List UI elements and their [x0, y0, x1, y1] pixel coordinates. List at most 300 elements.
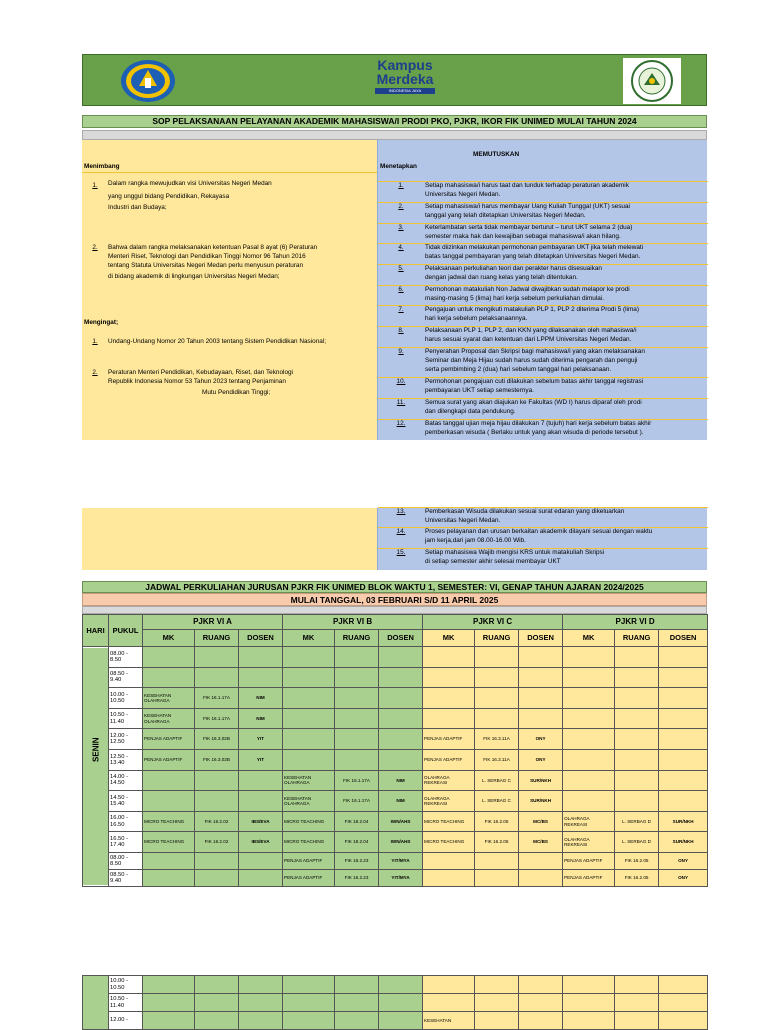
cell-text-line: REKREASI	[564, 821, 588, 827]
menimbang-num-2: 2.	[92, 244, 98, 251]
right-panel	[377, 140, 707, 440]
cell-text-line: OLAHRAGA	[284, 780, 310, 786]
time-slot	[109, 976, 143, 994]
sub-header-mk: MK	[283, 630, 335, 647]
menimbang-1-line-3: Industri dan Budaya;	[108, 204, 167, 211]
cell-mk	[423, 869, 475, 886]
cell-dosen	[519, 647, 563, 668]
menetapkan-10-line-1: Permohonan pengajuan cuti dilakukan sebelum batas akhir tanggal registrasi	[425, 378, 644, 385]
cell-mk: PENJAS ADAPTIF	[423, 749, 475, 770]
sub-header-mk: MK	[563, 630, 615, 647]
cell-ruang	[615, 667, 659, 688]
time-slot	[109, 647, 143, 668]
col-pukul-header: PUKUL	[109, 615, 143, 647]
time-slot	[109, 688, 143, 709]
cell-mk	[423, 994, 475, 1012]
day-label-blank	[83, 852, 109, 886]
cell-mk	[143, 791, 195, 812]
menetapkan-num-3: 3.	[398, 224, 404, 231]
cell-ruang: FIK 16.2.02	[195, 832, 239, 853]
cell-mk	[143, 647, 195, 668]
sub-header-ruang: RUANG	[335, 630, 379, 647]
cell-ruang: FIK 16.3.02B	[195, 749, 239, 770]
cell-mk: MICRO TEACHING	[283, 832, 335, 853]
mengingat-num-1: 1.	[92, 338, 98, 345]
cell-ruang	[335, 647, 379, 668]
time-end: 17.40	[110, 842, 125, 849]
left-panel-continued	[82, 508, 377, 570]
cell-dosen	[659, 791, 708, 812]
cell-ruang	[615, 770, 659, 791]
cell-ruang	[195, 976, 239, 994]
cell-ruang	[475, 869, 519, 886]
cell-dosen	[659, 994, 708, 1012]
menimbang-1-line-1: Dalam rangka mewujudkan visi Universitas Negeri Medan	[108, 180, 272, 187]
menetapkan-2-line-2: tanggal yang telah ditetapkan Universitas Negeri Medan.	[425, 212, 586, 219]
cell-dosen	[239, 791, 283, 812]
menetapkan-num-4: 4.	[398, 244, 404, 251]
menetapkan-num-15: 15.	[396, 549, 406, 556]
menetapkan-8-line-2: harus sesuai syarat dan ketentuan dari LPPM Universitas Negeri Medan.	[425, 336, 632, 343]
right-panel-continued	[377, 508, 707, 570]
cell-ruang: FIK 16.1.17A	[335, 791, 379, 812]
cell-mk	[143, 688, 195, 709]
cell-mk	[563, 667, 615, 688]
cell-ruang	[335, 688, 379, 709]
menetapkan-3-line-2: semester maka hak dan kewajiban sebagai mahasiswa/i akan hilang.	[425, 233, 621, 240]
tut-wuri-handayani-logo	[119, 58, 177, 104]
class-header-1: PJKR VI A	[143, 615, 283, 630]
cell-ruang	[335, 749, 379, 770]
cell-text-line: REKREASI	[564, 842, 588, 848]
cell-ruang	[475, 708, 519, 729]
cell-dosen	[519, 976, 563, 994]
mengingat-2-line-2: Republik Indonesia Nomor 53 Tahun 2023 tentang Penjaminan	[108, 378, 286, 385]
menetapkan-14-line-1: Proses pelayanan dan urusan berkaitan akademik dilayani sesuai dengan waktu	[425, 528, 653, 535]
cell-text-line: KESEHATAN	[144, 713, 172, 719]
cell-mk	[143, 869, 195, 886]
cell-dosen	[239, 1012, 283, 1030]
menimbang-label: Menimbang	[84, 163, 120, 170]
cell-mk	[283, 770, 335, 791]
sub-header-ruang: RUANG	[475, 630, 519, 647]
menetapkan-14-line-2: jam kerja,dari jam 08.00-16.00 Wib.	[425, 537, 526, 544]
cell-mk: PENJAS ADAPTIF	[563, 852, 615, 869]
menetapkan-num-12: 12.	[396, 420, 406, 427]
cell-text-line: OLAHRAGA	[424, 774, 450, 780]
cell-ruang: FIK 16.2.05	[475, 811, 519, 832]
cell-ruang: FIK 16.2.05	[615, 869, 659, 886]
mengingat-label: Mengingat;	[84, 319, 119, 326]
table-row	[83, 708, 708, 729]
header-logo-band	[82, 54, 707, 106]
cell-dosen	[659, 667, 708, 688]
day-label-blank	[83, 976, 109, 1030]
cell-ruang	[475, 667, 519, 688]
time-end: 11.40	[110, 1002, 125, 1009]
menetapkan-15-line-2: di setiap semester akhir selesai membayar UKT	[425, 558, 561, 565]
cell-mk	[283, 729, 335, 750]
time-end: 12.50	[110, 739, 125, 746]
cell-mk: MICRO TEACHING	[283, 811, 335, 832]
menetapkan-7-line-1: Pengajuan untuk mengikuti matakuliah PLP 1, PLP 2 diterima Prodi 5 (lima)	[425, 306, 639, 313]
time-start: 10.50 -	[110, 712, 129, 719]
mengingat-1-line-1: Undang-Undang Nomor 20 Tahun 2003 tentang Sistem Pendidikan Nasional;	[108, 338, 327, 345]
time-slot	[109, 869, 143, 886]
menetapkan-4-line-1: Tidak diizinkan melakukan permohonan pembayaran UKT jika telah melewati	[425, 244, 644, 251]
cell-dosen	[379, 667, 423, 688]
sub-header-dosen: DOSEN	[659, 630, 708, 647]
cell-ruang	[615, 976, 659, 994]
cell-mk	[563, 770, 615, 791]
sub-header-dosen: DOSEN	[379, 630, 423, 647]
cell-mk	[423, 976, 475, 994]
cell-ruang: FIK 16.1.17A	[195, 708, 239, 729]
cell-mk	[563, 811, 615, 832]
cell-mk	[423, 791, 475, 812]
cell-ruang: FIK 18.2.04	[335, 811, 379, 832]
menetapkan-9-line-2: Seminar dan Meja Hijau sudah harus sudah diterima pengarah dan penguji	[425, 357, 638, 364]
cell-ruang	[615, 688, 659, 709]
cell-dosen: NIM	[239, 688, 283, 709]
cell-mk	[143, 770, 195, 791]
cell-mk	[423, 647, 475, 668]
cell-mk	[563, 791, 615, 812]
cell-mk: PENJAS ADAPTIF	[283, 869, 335, 886]
cell-dosen	[379, 708, 423, 729]
cell-ruang	[195, 852, 239, 869]
cell-mk	[423, 688, 475, 709]
cell-dosen: YIT/MYA	[379, 869, 423, 886]
cell-mk	[283, 1012, 335, 1030]
schedule-divider	[82, 606, 707, 614]
menetapkan-4-line-2: batas tanggal pembayaran yang telah ditetapkan Universitas Negeri Medan.	[425, 253, 641, 260]
cell-dosen	[519, 708, 563, 729]
cell-dosen	[239, 770, 283, 791]
time-slot	[109, 749, 143, 770]
cell-ruang	[335, 1012, 379, 1030]
cell-mk: MICRO TEACHING	[143, 811, 195, 832]
logo-text-kampus: Kampus	[377, 57, 433, 73]
cell-ruang: FIK 16.1.17A	[335, 770, 379, 791]
cell-text-line: REKREASI	[424, 800, 448, 806]
menetapkan-15-line-1: Setiap mahasiswa Wajib mengisi KRS untuk matakuliah Skripsi	[425, 549, 605, 556]
cell-dosen: ONY	[659, 852, 708, 869]
cell-ruang	[195, 791, 239, 812]
col-hari-header: HARI	[83, 615, 109, 647]
cell-dosen	[519, 688, 563, 709]
cell-dosen	[659, 688, 708, 709]
time-slot	[109, 770, 143, 791]
time-start: 10.50 -	[110, 996, 129, 1003]
menetapkan-2-line-1: Setiap mahasiswa/i harus membayar Uang Kuliah Tunggal (UKT) sesuai	[425, 203, 630, 210]
cell-mk: KESEHATAN	[423, 1012, 475, 1030]
cell-dosen	[239, 994, 283, 1012]
time-start: 08.50 -	[110, 671, 129, 678]
cell-mk: PENJAS ADAPTIF	[423, 729, 475, 750]
cell-mk	[423, 667, 475, 688]
cell-ruang: FIK 16.3.11A	[475, 729, 519, 750]
cell-dosen: YIT	[239, 749, 283, 770]
menetapkan-6-line-2: masing-masing 5 (lima) hari kerja sebelum perkuliahan dimulai.	[425, 295, 605, 302]
cell-mk	[563, 729, 615, 750]
cell-mk	[423, 708, 475, 729]
day-label: SENIN	[83, 647, 109, 853]
cell-mk: PENJAS ADAPTIF	[143, 729, 195, 750]
cell-mk	[283, 976, 335, 994]
table-row	[83, 976, 708, 994]
cell-dosen: ONY	[519, 729, 563, 750]
cell-mk: MICRO TEACHING	[423, 832, 475, 853]
cell-mk	[563, 749, 615, 770]
menetapkan-5-line-2: dengan jadwal dan ruang kelas yang telah ditentukan.	[425, 274, 578, 281]
class-header-3: PJKR VI C	[423, 615, 563, 630]
menetapkan-11-line-2: dan dilengkapi data pendukung.	[425, 408, 516, 415]
cell-ruang	[615, 994, 659, 1012]
menetapkan-12-line-2: pemberkasan wisuda ( Berlaku untuk yang akan wisuda di periode tersebut ).	[425, 429, 644, 436]
cell-mk: MICRO TEACHING	[423, 811, 475, 832]
table-row	[83, 749, 708, 770]
sub-header-dosen: DOSEN	[519, 630, 563, 647]
left-panel	[82, 140, 377, 440]
cell-mk	[143, 852, 195, 869]
cell-ruang: FIK 16.1.17A	[195, 688, 239, 709]
time-start: 12.00 -	[110, 732, 129, 739]
menetapkan-12-line-1: Batas tanggal ujian meja hijau dilakukan 7 (tujuh) hari kerja sebelum batas akhir	[425, 420, 652, 427]
table-row	[83, 811, 708, 832]
cell-ruang	[195, 647, 239, 668]
cell-text-line: OLAHRAGA	[564, 816, 590, 822]
cell-ruang	[195, 869, 239, 886]
menetapkan-num-1: 1.	[398, 182, 404, 189]
menetapkan-num-2: 2.	[398, 203, 404, 210]
cell-dosen	[379, 647, 423, 668]
menetapkan-label: Menetapkan	[380, 163, 417, 170]
time-start: 08.00 -	[110, 650, 129, 657]
menetapkan-1-line-2: Universitas Negeri Medan.	[425, 191, 501, 198]
table-row	[83, 729, 708, 750]
cell-mk	[283, 647, 335, 668]
time-start: 12.00 -	[110, 1017, 129, 1024]
cell-text-line: REKREASI	[424, 780, 448, 786]
cell-dosen	[519, 852, 563, 869]
time-end: 10.50	[110, 697, 125, 704]
time-start: 14.50 -	[110, 794, 129, 801]
cell-text-line: OLAHRAGA	[564, 836, 590, 842]
cell-ruang: L. SERBAG D	[615, 811, 659, 832]
cell-ruang	[475, 976, 519, 994]
cell-dosen: MC/BS	[519, 832, 563, 853]
cell-ruang	[475, 994, 519, 1012]
cell-dosen	[379, 1012, 423, 1030]
cell-dosen: YIT/MYA	[379, 852, 423, 869]
menetapkan-num-14: 14.	[396, 528, 406, 535]
time-end: 15.40	[110, 800, 125, 807]
divider-bar	[82, 130, 707, 140]
menimbang-2-line-3: tentang Statuta Universitas Negeri Medan perlu menyusun peraturan	[108, 262, 304, 269]
time-slot	[109, 729, 143, 750]
cell-ruang	[335, 667, 379, 688]
cell-ruang	[615, 647, 659, 668]
menimbang-1-line-2: yang unggul bidang Pendidikan, Rekayasa	[108, 193, 230, 200]
cell-ruang: FIK 16.3.02B	[195, 729, 239, 750]
time-end: 16.50	[110, 821, 125, 828]
cell-mk	[563, 994, 615, 1012]
time-end: 11.40	[110, 718, 125, 725]
menetapkan-6-line-1: Permohonan matakuliah Non Jadwal diwajibkan sudah melapor ke prodi	[425, 286, 630, 293]
time-end: 13.40	[110, 759, 125, 766]
cell-dosen	[239, 976, 283, 994]
schedule-title: JADWAL PERKULIAHAN JURUSAN PJKR FIK UNIMED BLOK WAKTU 1, SEMESTER: VI, GENAP TAHUN AJARAN 2024/2025	[82, 581, 707, 593]
table-row	[83, 667, 708, 688]
cell-mk	[283, 708, 335, 729]
cell-ruang	[335, 994, 379, 1012]
cell-mk	[563, 1012, 615, 1030]
cell-ruang	[195, 667, 239, 688]
time-start: 14.00 -	[110, 774, 129, 781]
cell-ruang	[475, 852, 519, 869]
sub-header-dosen: DOSEN	[239, 630, 283, 647]
schedule-table-continued	[82, 975, 708, 1030]
schedule-table	[82, 614, 708, 887]
cell-text-line: OLAHRAGA	[144, 718, 170, 724]
cell-dosen	[519, 994, 563, 1012]
cell-ruang	[615, 749, 659, 770]
cell-mk	[423, 770, 475, 791]
cell-dosen: NIM	[379, 770, 423, 791]
menimbang-2-line-2: Menteri Riset, Teknologi dan Pendidikan Tinggi Nomor 96 Tahun 2016	[108, 253, 306, 260]
cell-dosen	[239, 852, 283, 869]
cell-ruang: L. SERBAG C	[475, 770, 519, 791]
time-start: 10.00 -	[110, 978, 129, 985]
cell-ruang	[195, 770, 239, 791]
cell-mk	[563, 647, 615, 668]
cell-dosen	[519, 1012, 563, 1030]
time-start: 08.50 -	[110, 871, 129, 878]
cell-dosen	[519, 667, 563, 688]
menetapkan-11-line-1: Semua surat yang akan diajukan ke Fakultas (WD I) harus diparaf oleh prodi	[425, 399, 642, 406]
menimbang-2-line-4: di bidang akademik di lingkungan Universitas Negeri Medan;	[108, 273, 280, 280]
cell-mk	[563, 708, 615, 729]
cell-dosen	[659, 749, 708, 770]
sop-title: SOP PELAKSANAAN PELAYANAN AKADEMIK MAHASISWA/I PRODI PKO, PJKR, IKOR FIK UNIMED MULAI TAHUN 2024	[82, 115, 707, 128]
cell-mk	[563, 976, 615, 994]
cell-ruang: L. SERBAG C	[475, 791, 519, 812]
cell-ruang	[475, 647, 519, 668]
cell-dosen	[239, 869, 283, 886]
cell-ruang: FIK 16.2.02	[195, 811, 239, 832]
time-slot	[109, 667, 143, 688]
menetapkan-num-6: 6.	[398, 286, 404, 293]
menetapkan-5-line-1: Pelaksanaan perkuliahan teori dan perakter harus disesuaikan	[425, 265, 602, 272]
menimbang-num-1: 1.	[92, 182, 98, 189]
cell-mk	[563, 832, 615, 853]
schedule-date-range: MULAI TANGGAL, 03 FEBRUARI S/D 11 APRIL 2025	[82, 593, 707, 606]
cell-text-line: OLAHRAGA	[424, 795, 450, 801]
memutuskan-label: MEMUTUSKAN	[473, 151, 520, 158]
cell-mk	[143, 708, 195, 729]
menetapkan-3-line-1: Keterlambatan serta tidak membayar berturut – turut UKT selama 2 (dua)	[425, 224, 633, 231]
cell-text-line: KESEHATAN	[284, 795, 312, 801]
table-row	[83, 852, 708, 869]
cell-mk: PENJAS ADAPTIF	[143, 749, 195, 770]
cell-ruang: L. SERBAG D	[615, 832, 659, 853]
cell-ruang: FIK 16.2.05	[475, 832, 519, 853]
menetapkan-8-line-1: Pelaksanaan PLP 1, PLP 2, dan KKN yang dilaksanakan oleh mahasiswa/i	[425, 327, 637, 334]
cell-dosen	[519, 869, 563, 886]
cell-ruang	[475, 1012, 519, 1030]
cell-text-line: KESEHATAN	[144, 692, 172, 698]
cell-text-line: OLAHRAGA	[284, 800, 310, 806]
menetapkan-num-11: 11.	[396, 399, 406, 406]
cell-ruang	[195, 994, 239, 1012]
cell-dosen: SUR/NKH	[519, 791, 563, 812]
cell-ruang: FIK 16.2.05	[615, 852, 659, 869]
cell-dosen: SUR/NKH	[519, 770, 563, 791]
cell-dosen: NIM	[379, 791, 423, 812]
cell-dosen: IBS/EVA	[239, 811, 283, 832]
cell-dosen: ONY	[519, 749, 563, 770]
cell-dosen	[379, 729, 423, 750]
time-end: 10.50	[110, 984, 125, 991]
table-row	[83, 994, 708, 1012]
mengingat-num-2: 2.	[92, 369, 98, 376]
cell-mk: MICRO TEACHING	[143, 832, 195, 853]
time-slot	[109, 811, 143, 832]
kampus-merdeka-logo	[369, 58, 441, 104]
time-end: 14.50	[110, 780, 125, 787]
cell-dosen: IBS/EVA	[239, 832, 283, 853]
menetapkan-num-10: 10.	[396, 378, 406, 385]
time-end: 9.40	[110, 677, 122, 684]
menimbang-2-line-1: Bahwa dalam rangka melaksanakan ketentuan Pasal 8 ayat (6) Peraturan	[108, 244, 318, 251]
table-row	[83, 647, 708, 668]
class-header-4: PJKR VI D	[563, 615, 708, 630]
cell-dosen: YIT	[239, 729, 283, 750]
time-slot	[109, 852, 143, 869]
cell-dosen: ONY	[659, 869, 708, 886]
table-row	[83, 869, 708, 886]
cell-dosen: IWN/AHS	[379, 832, 423, 853]
cell-mk	[283, 749, 335, 770]
time-start: 16.00 -	[110, 815, 129, 822]
cell-ruang	[615, 708, 659, 729]
time-slot	[109, 1012, 143, 1030]
menetapkan-13-line-1: Pemberkasan Wisuda dilakukan sesuai surat edaran yang dikeluarkan	[425, 508, 625, 515]
cell-dosen	[659, 708, 708, 729]
time-start: 12.50 -	[110, 753, 129, 760]
table-row	[83, 791, 708, 812]
cell-ruang	[615, 729, 659, 750]
cell-dosen: MC/BS	[519, 811, 563, 832]
cell-ruang: FIK 16.2.23	[335, 869, 379, 886]
cell-dosen	[659, 976, 708, 994]
cell-ruang	[615, 791, 659, 812]
cell-ruang	[335, 708, 379, 729]
cell-ruang: FIK 18.2.04	[335, 832, 379, 853]
menetapkan-num-9: 9.	[398, 348, 404, 355]
cell-dosen	[659, 770, 708, 791]
cell-dosen: SUR/NKH	[659, 811, 708, 832]
menetapkan-num-7: 7.	[398, 306, 404, 313]
cell-dosen	[379, 688, 423, 709]
cell-ruang	[335, 976, 379, 994]
cell-mk: PENJAS ADAPTIF	[563, 869, 615, 886]
logo-text-merdeka: Merdeka	[376, 71, 434, 87]
time-slot	[109, 832, 143, 853]
sub-header-ruang: RUANG	[195, 630, 239, 647]
cell-mk	[283, 667, 335, 688]
